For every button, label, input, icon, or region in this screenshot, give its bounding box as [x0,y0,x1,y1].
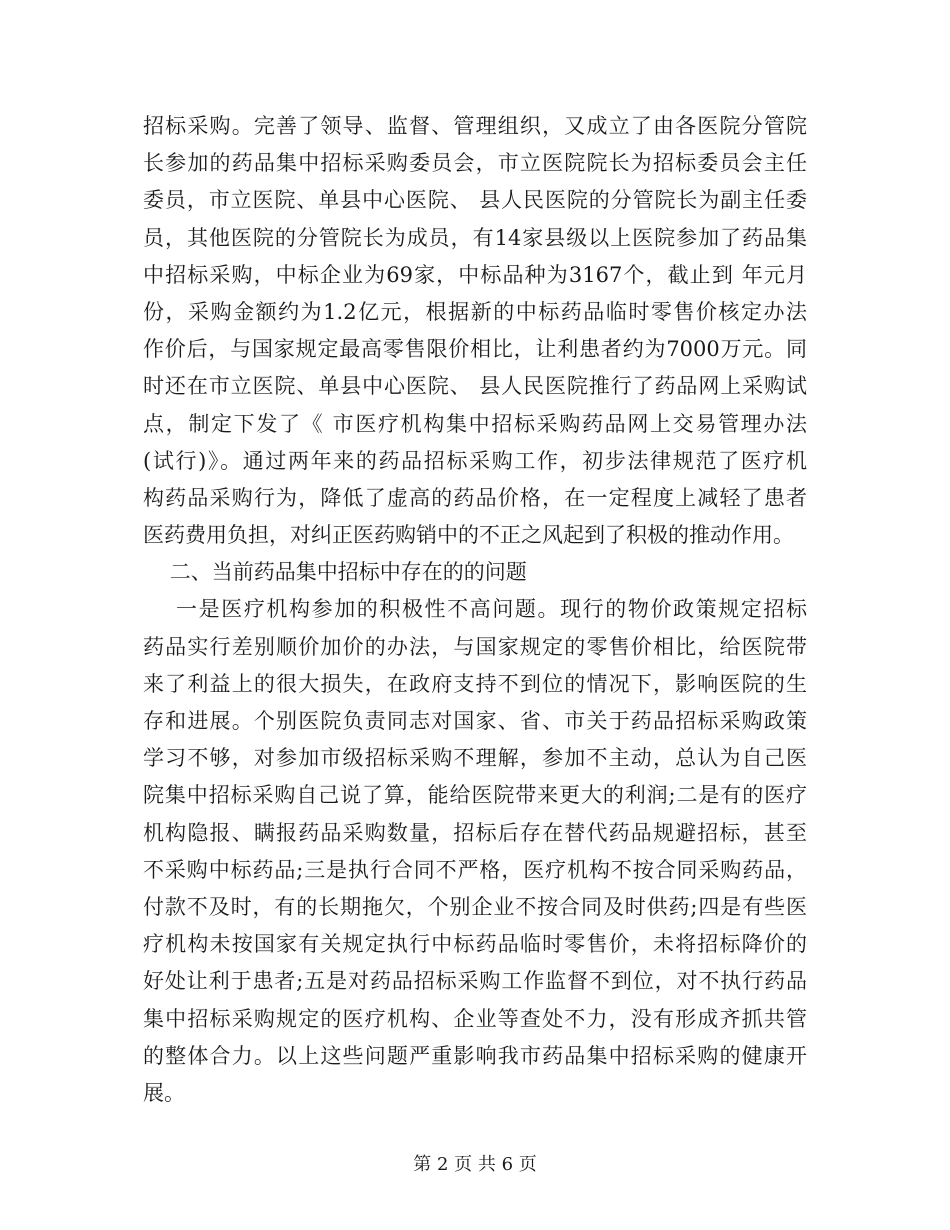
text-line: 药品实行差别顺价加价的办法，与国家规定的零售价相比，给医院带 [143,634,807,659]
text-line: 来了利益上的很大损失，在政府支持不到位的情况下，影响医院的生 [143,671,807,696]
text-line: 二、当前药品集中招标中存在的的问题 [143,560,527,585]
text-line: 集中招标采购规定的医疗机构、企业等查处不力，没有形成齐抓共管 [143,1006,807,1031]
text-line: 构药品采购行为，降低了虚高的药品价格，在一定程度上减轻了患者 [143,485,807,510]
text-line: 医药费用负担，对纠正医药购销中的不正之风起到了积极的推动作用。 [143,523,794,548]
text-line: 好处让利于患者;五是对药品招标采购工作监督不到位，对不执行药品 [143,969,807,994]
text-line: 时还在市立医院、单县中心医院、 县人民医院推行了药品网上采购试 [143,374,807,399]
text-line: 中招标采购，中标企业为69家，中标品种为3167个，截止到 年元月 [143,262,807,287]
text-line: 机构隐报、瞒报药品采购数量，招标后存在替代药品规避招标，甚至 [143,820,807,845]
text-line: 招标采购。完善了领导、监督、管理组织，又成立了由各医院分管院 [143,114,807,138]
text-line: 付款不及时，有的长期拖欠，个别企业不按合同及时供药;四是有些医 [143,894,807,919]
text-line: 的整体合力。以上这些问题严重影响我市药品集中招标采购的健康开 [143,1043,807,1068]
text-line: 存和进展。个别医院负责同志对国家、省、市关于药品招标采购政策 [143,709,807,733]
text-line: 作价后，与国家规定最高零售限价相比，让利患者约为7000万元。同 [143,337,807,362]
text-line: 份，采购金额约为1.2亿元，根据新的中标药品临时零售价核定办法 [143,299,807,324]
document-body [143,108,807,1112]
text-line: 委员，市立医院、单县中心医院、 县人民医院的分管院长为副主任委 [143,188,807,213]
text-line: 院集中招标采购自己说了算，能给医院带来更大的利润;二是有的医疗 [143,783,807,808]
text-line: 不采购中标药品;三是执行合同不严格，医疗机构不按合同采购药品， [143,857,807,882]
text-line: 学习不够，对参加市级招标采购不理解，参加不主动，总认为自己医 [143,746,807,771]
text-line: 一是医疗机构参加的积极性不高问题。现行的物价政策规定招标 [143,597,807,622]
page-number: 第 2 页 共 6 页 [413,1154,537,1175]
text-line: 员，其他医院的分管院长为成员，有14家县级以上医院参加了药品集 [143,225,807,250]
text-line: 展。 [143,1080,185,1105]
text-line: 点，制定下发了《 市医疗机构集中招标采购药品网上交易管理办法 [143,411,807,436]
text-line: (试行)》。通过两年来的药品招标采购工作，初步法律规范了医疗机 [143,448,807,473]
text-line: 疗机构未按国家有关规定执行中标药品临时零售价，未将招标降价的 [143,932,807,957]
text-line: 长参加的药品集中招标采购委员会，市立医院院长为招标委员会主任 [143,151,807,176]
